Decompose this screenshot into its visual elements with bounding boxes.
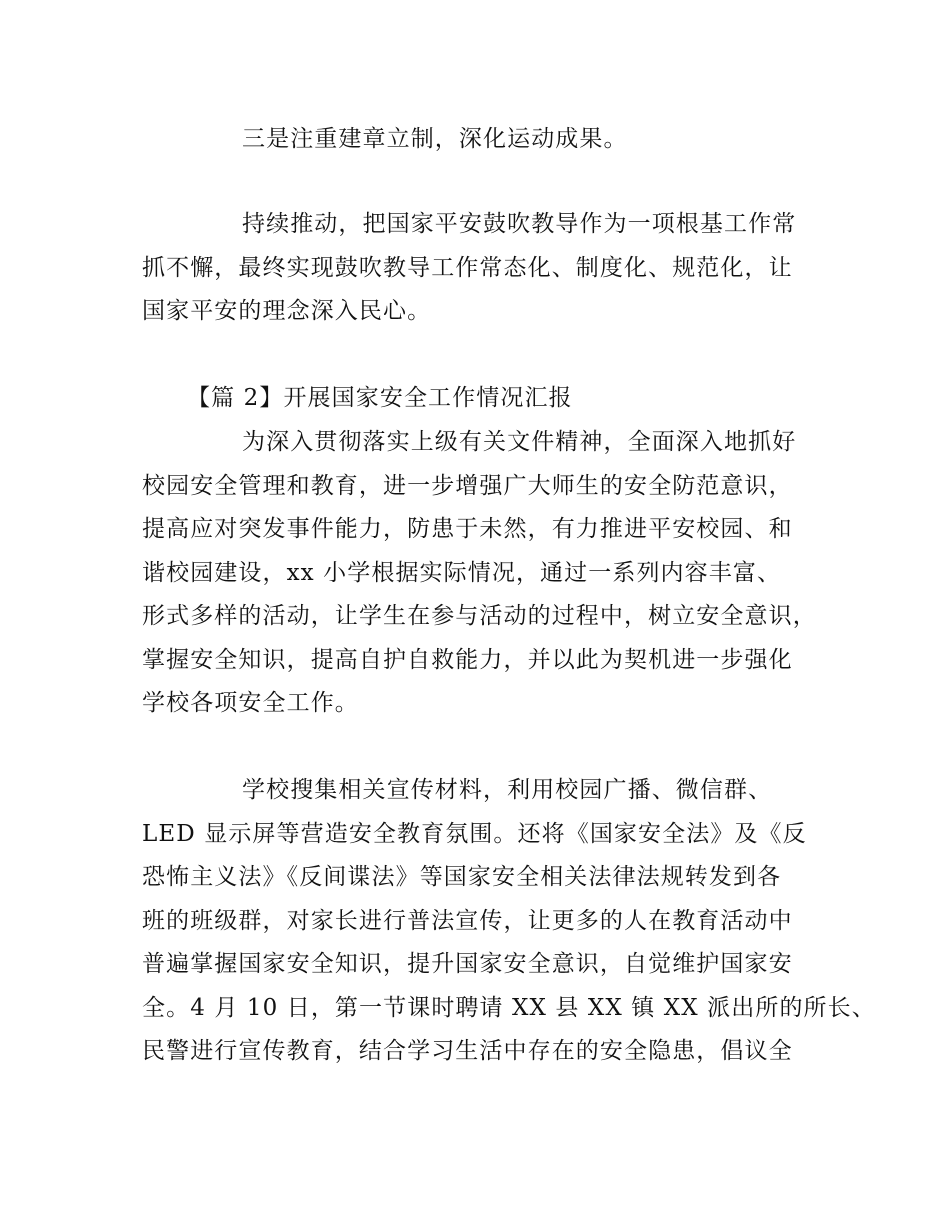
paragraph-line: 掌握安全知识，提高自护自救能力，并以此为契机进一步强化 bbox=[142, 647, 793, 673]
paragraph-line: 提高应对突发事件能力，防患于未然，有力推进平安校园、和 bbox=[142, 516, 793, 542]
paragraph-line: 为深入贯彻落实上级有关文件精神，全面深入地抓好 bbox=[242, 429, 797, 455]
paragraph-line: 学校各项安全工作。 bbox=[142, 690, 359, 716]
paragraph-line: 校园安全管理和教育，进一步增强广大师生的安全防范意识， bbox=[142, 473, 793, 499]
paragraph-line: 谐校园建设，xx 小学根据实际情况，通过一系列内容丰富、 bbox=[142, 560, 782, 586]
paragraph-line: 普遍掌握国家安全知识，提升国家安全意识，自觉维护国家安 bbox=[142, 951, 793, 977]
section-heading: 【篇 2】开展国家安全工作情况汇报 bbox=[187, 385, 573, 411]
paragraph-line: 持续推动，把国家平安鼓吹教导作为一项根基工作常 bbox=[242, 211, 797, 237]
paragraph-line: 民警进行宣传教育，结合学习生活中存在的安全隐患，倡议全 bbox=[142, 1038, 793, 1064]
paragraph-line: LED 显示屏等营造安全教育氛围。还将《国家安全法》及《反 bbox=[142, 821, 807, 847]
paragraph-line: 全。4 月 10 日，第一节课时聘请 XX 县 XX 镇 XX 派出所的所长、 bbox=[142, 995, 876, 1021]
paragraph-line: 三是注重建章立制，深化运动成果。 bbox=[242, 126, 628, 152]
paragraph-line: 形式多样的活动，让学生在参与活动的过程中，树立安全意识， bbox=[142, 603, 817, 629]
paragraph-line: 班的班级群，对家长进行普法宣传，让更多的人在教育活动中 bbox=[142, 908, 793, 934]
paragraph-line: 抓不懈，最终实现鼓吹教导工作常态化、制度化、规范化，让 bbox=[142, 255, 793, 281]
paragraph-line: 恐怖主义法》《反间谍法》等国家安全相关法律法规转发到各 bbox=[142, 864, 782, 890]
paragraph-line: 国家平安的理念深入民心。 bbox=[142, 298, 432, 324]
paragraph-line: 学校搜集相关宣传材料，利用校园广播、微信群、 bbox=[242, 777, 773, 803]
